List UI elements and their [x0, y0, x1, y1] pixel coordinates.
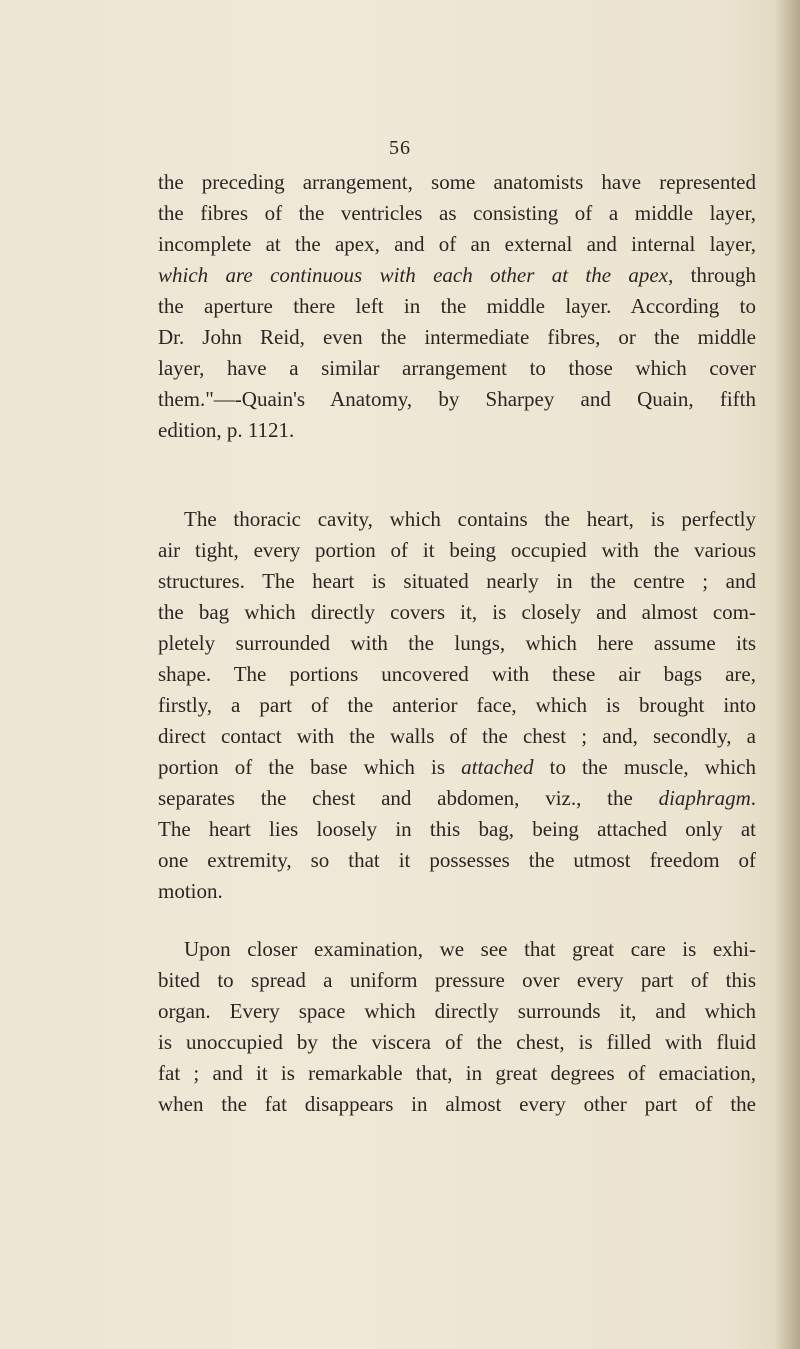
paragraph-3 [158, 934, 756, 1120]
text-line: firstly, a part of the anterior face, which is brought into [158, 693, 756, 717]
text-line: one extremity, so that it possesses the utmost freedom of [158, 848, 756, 872]
italic-phrase: diaphragm [658, 786, 751, 810]
text-line: air tight, every portion of it being occupied with the various [158, 538, 756, 562]
text-line: organ. Every space which directly surrounds it, and which [158, 999, 756, 1023]
page-edge-shadow [774, 0, 800, 1349]
text-line: The thoracic cavity, which contains the heart, is perfectly [184, 507, 756, 531]
text-line: Upon closer examination, we see that great care is exhi- [184, 937, 756, 961]
text-line: edition, p. 1121. [158, 418, 295, 442]
text-line: direct contact with the walls of the chest ; and, secondly, a [158, 724, 756, 748]
text-line: The heart lies loosely in this bag, being attached only at [158, 817, 756, 841]
italic-phrase: attached [461, 755, 534, 779]
text-line: shape. The portions uncovered with these air bags are, [158, 662, 756, 686]
text-line: incomplete at the apex, and of an external and internal layer, [158, 232, 756, 256]
text-line: fat ; and it is remarkable that, in great degrees of emaciation, [158, 1061, 756, 1085]
page-number: 56 [389, 137, 411, 159]
text-line: the aperture there left in the middle layer. According to [158, 294, 756, 318]
text-line: structures. The heart is situated nearly in the centre ; and [158, 569, 756, 593]
text-line-with-italic: which are continuous with each other at the apex, through [158, 263, 756, 287]
text-line: Dr. John Reid, even the intermediate fibres, or the middle [158, 325, 756, 349]
text-line: pletely surrounded with the lungs, which here assume its [158, 631, 756, 655]
text-line: motion. [158, 879, 223, 903]
text-line: when the fat disappears in almost every other part of the [158, 1092, 756, 1116]
text-line: is unoccupied by the viscera of the chest, is filled with fluid [158, 1030, 756, 1054]
text-line: the preceding arrangement, some anatomists have represented [158, 170, 756, 194]
text-line: separates the chest and abdomen, viz., the diaphragm. [158, 786, 756, 810]
paragraph-1 [158, 167, 756, 446]
text-line: them."—-Quain's Anatomy, by Sharpey and Quain, fifth [158, 387, 756, 411]
text-line: the bag which directly covers it, is closely and almost com- [158, 600, 756, 624]
text-line: bited to spread a uniform pressure over every part of this [158, 968, 756, 992]
text-line: the fibres of the ventricles as consisting of a middle layer, [158, 201, 756, 225]
text-line: layer, have a similar arrangement to those which cover [158, 356, 756, 380]
italic-phrase: which are continuous with each other at the apex [158, 263, 669, 287]
paragraph-2 [158, 504, 756, 907]
text-line: portion of the base which is attached to the muscle, which [158, 755, 757, 779]
